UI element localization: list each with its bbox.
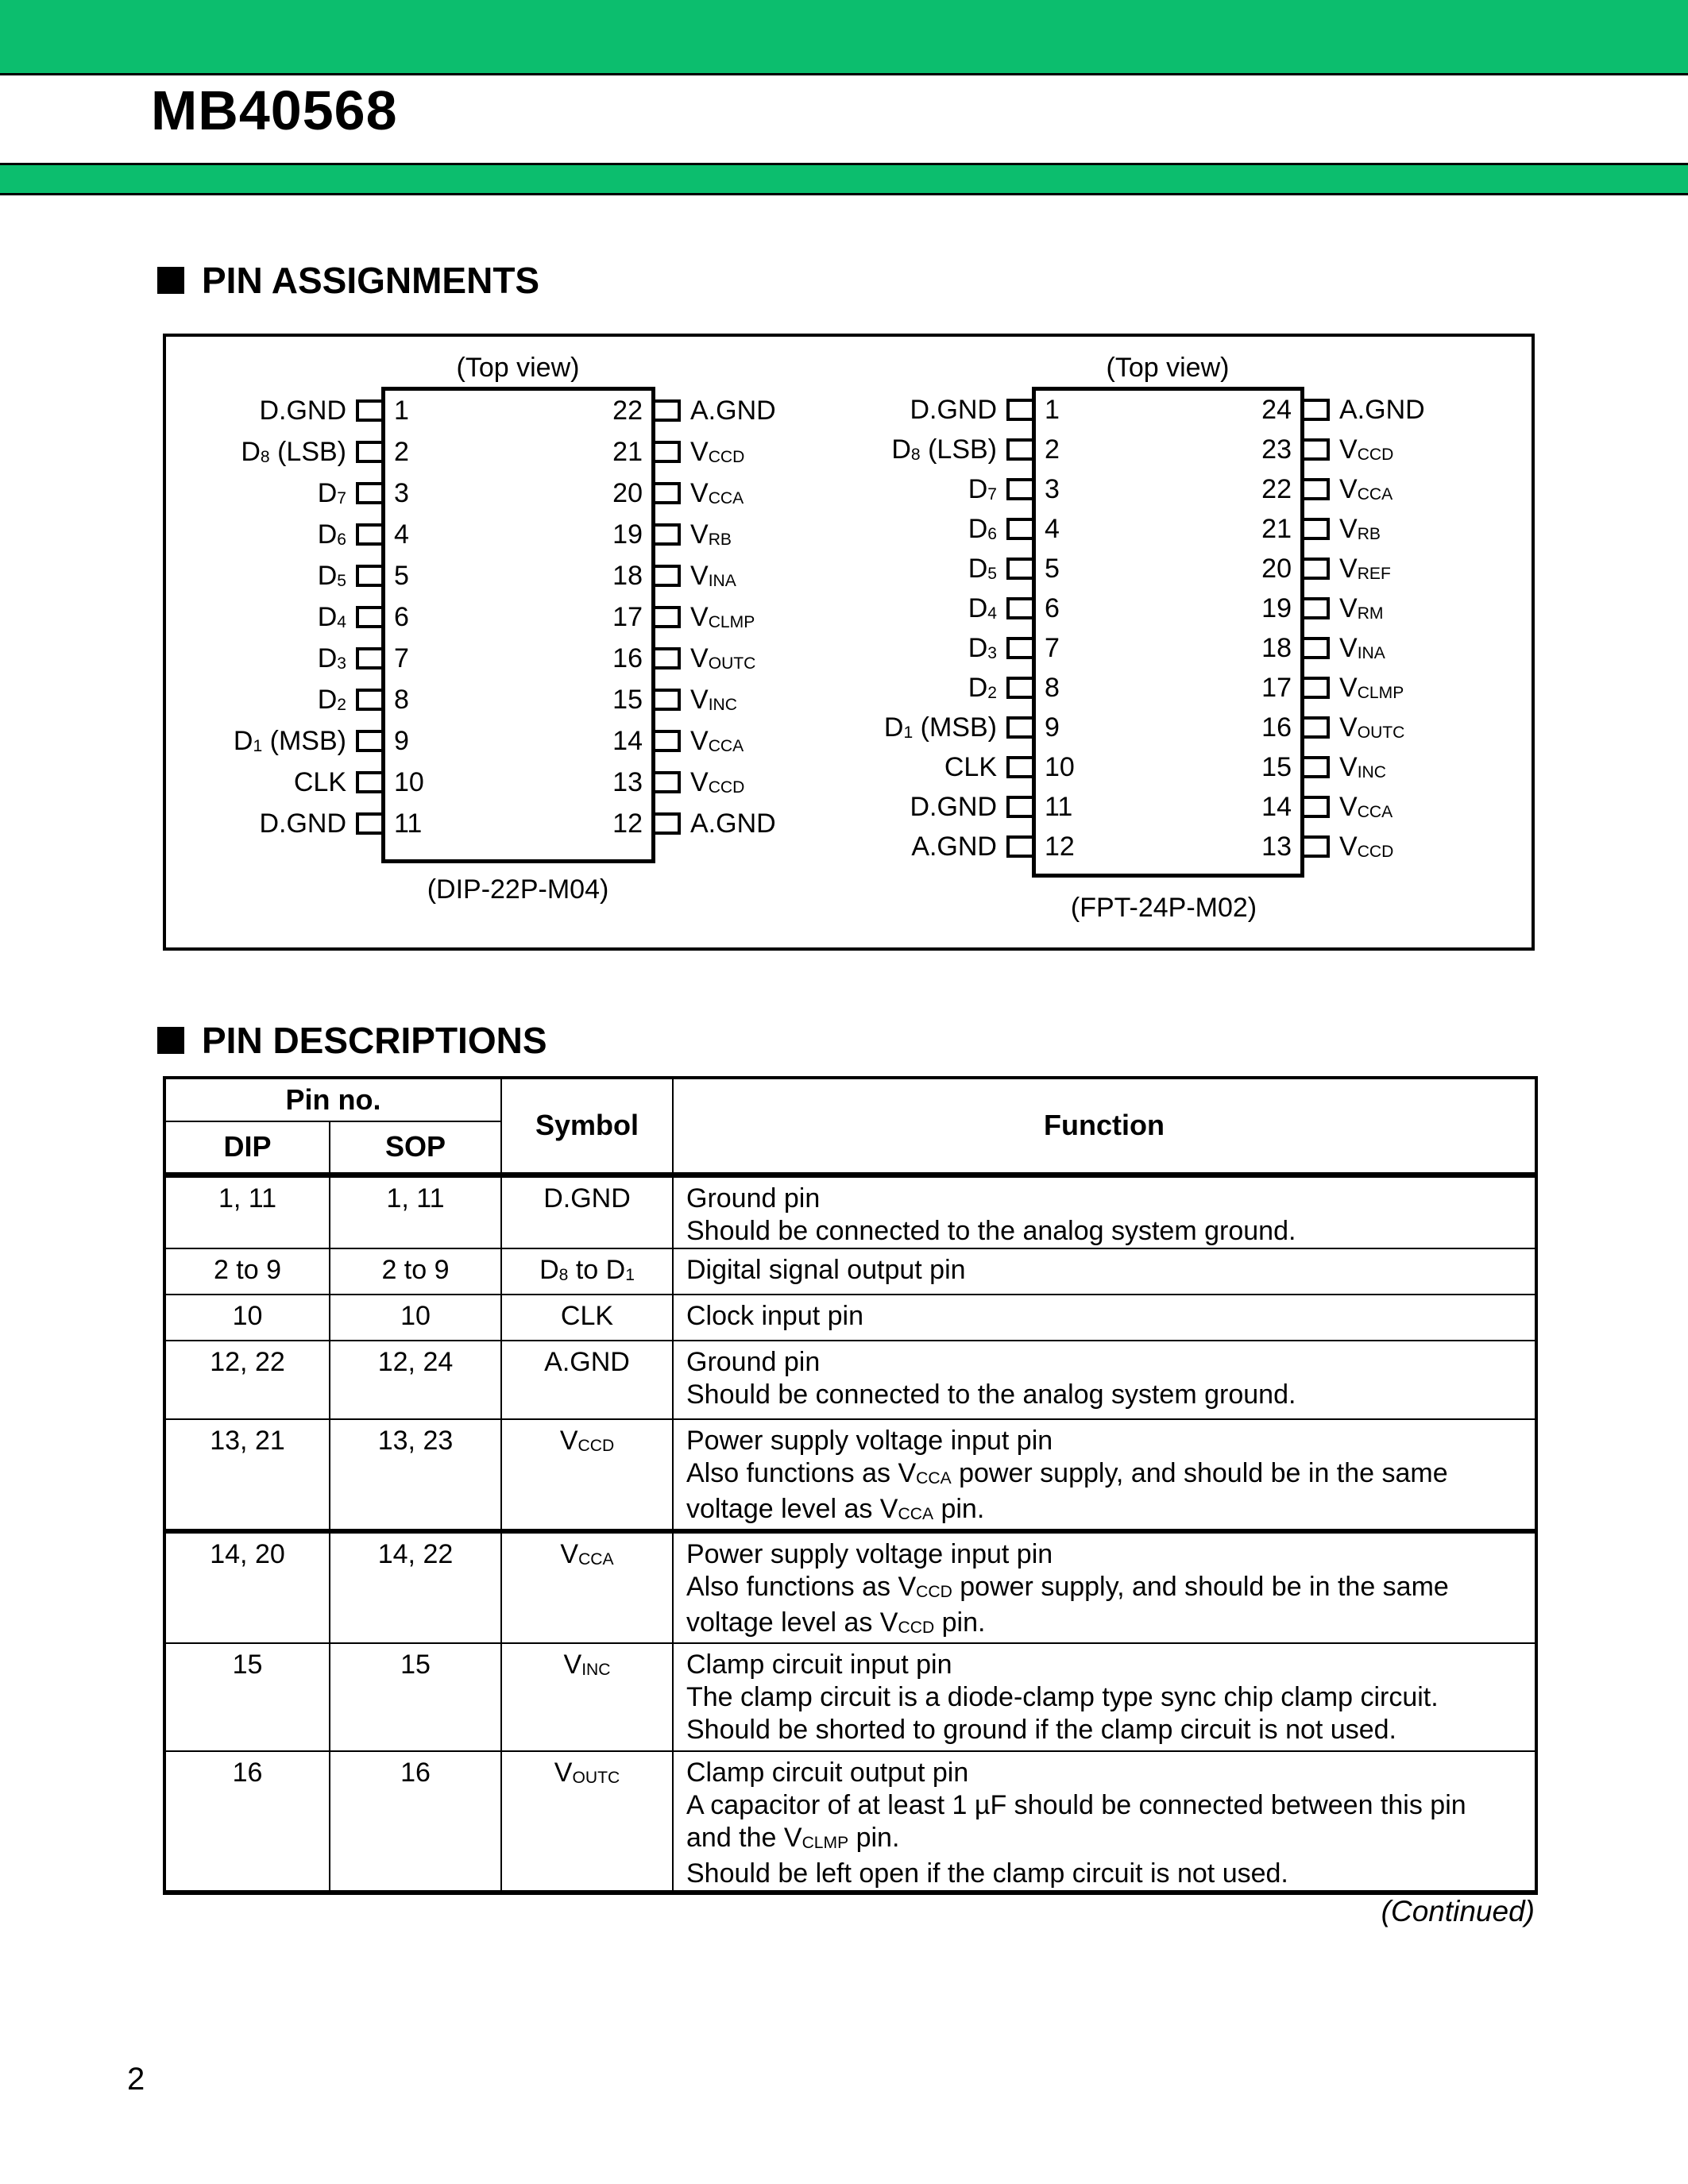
pin-label: $V_{CCD}$	[690, 767, 745, 797]
pin-pad-icon	[652, 399, 681, 422]
pin-number: 17	[612, 602, 643, 632]
pin-label: D.GND	[259, 396, 346, 426]
pin-pad-icon	[356, 606, 384, 628]
pin-label: $D_5$	[317, 561, 346, 591]
table-row	[164, 1419, 1536, 1531]
pin-number: 19	[612, 519, 643, 550]
cell-symbol: $V_{CCD}$	[501, 1419, 673, 1531]
pin-label: D.GND	[259, 808, 346, 839]
pin-label: $D_8$ (LSB)	[891, 434, 997, 465]
cell-symbol: A.GND	[501, 1341, 673, 1419]
cell-sop: 10	[330, 1295, 501, 1341]
pin-label: $V_{CLMP}$	[690, 602, 755, 632]
pin-table-body	[164, 1175, 1536, 1893]
pin-pad-icon	[1006, 518, 1035, 540]
function-line: A capacitor of at least 1 µF should be connected between this pin	[686, 1790, 1466, 1820]
pin-label: $V_{CCA}$	[1339, 792, 1393, 822]
cell-dip: 13, 21	[164, 1419, 330, 1531]
table-row	[164, 1295, 1536, 1341]
pin-number: 14	[612, 726, 643, 756]
pin-label: $V_{CCA}$	[690, 726, 744, 756]
function-line: Clamp circuit input pin	[686, 1650, 952, 1680]
pin-number: 23	[1261, 434, 1292, 465]
sub-green-bar	[0, 165, 1688, 193]
pin-label: $V_{OUTC}$	[1339, 712, 1405, 743]
pin-pad-icon	[1006, 835, 1035, 858]
pin-pad-icon	[1301, 558, 1330, 580]
continued-note: (Continued)	[1381, 1895, 1535, 1927]
pin-pad-icon	[1301, 399, 1330, 421]
pin-pad-icon	[356, 482, 384, 504]
function-line: Should be connected to the analog system ground.	[686, 1215, 1296, 1246]
pin-number: 14	[1261, 792, 1292, 822]
pin-number: 11	[1045, 792, 1073, 822]
pin-label: $V_{REF}$	[1339, 554, 1391, 584]
pin-number: 13	[612, 767, 643, 797]
function-line: Should be left open if the clamp circuit is not used.	[686, 1858, 1288, 1889]
pin-label: $V_{RB}$	[1339, 514, 1381, 544]
pin-number: 20	[1261, 554, 1292, 584]
pin-label: $D_7$	[317, 478, 346, 508]
table-row	[164, 1341, 1536, 1419]
pin-pad-icon	[652, 606, 681, 628]
pin-label: $D_5$	[968, 554, 997, 584]
dip-top-view-label: (Top view)	[456, 353, 580, 383]
pin-number: 5	[1045, 554, 1060, 584]
pin-label: $V_{CCA}$	[690, 478, 744, 508]
cell-function	[673, 1531, 1536, 1643]
pin-number: 15	[612, 685, 643, 715]
pin-pad-icon	[1301, 756, 1330, 778]
cell-dip: 2 to 9	[164, 1248, 330, 1295]
pin-pad-icon	[356, 689, 384, 711]
pin-label: $V_{CLMP}$	[1339, 673, 1404, 703]
pin-pad-icon	[1301, 796, 1330, 818]
pin-pad-icon	[356, 812, 384, 835]
pin-pad-icon	[1006, 478, 1035, 500]
pin-label: $D_1$ (MSB)	[883, 712, 997, 743]
pin-pad-icon	[652, 441, 681, 463]
pin-number: 18	[1261, 633, 1292, 663]
pin-pad-icon	[1006, 716, 1035, 739]
pin-number: 3	[394, 478, 409, 508]
pin-number: 24	[1261, 395, 1292, 425]
pin-number: 16	[1261, 712, 1292, 743]
pin-number: 9	[394, 726, 409, 756]
pin-pad-icon	[356, 523, 384, 546]
pin-pad-icon	[652, 812, 681, 835]
pin-label: $D_3$	[968, 633, 997, 663]
fpt-package-caption: (FPT-24P-M02)	[1070, 893, 1257, 923]
cell-function	[673, 1175, 1536, 1248]
pin-pad-icon	[356, 441, 384, 463]
cell-dip: 14, 20	[164, 1531, 330, 1643]
table-row	[164, 1643, 1536, 1751]
function-line: Also functions as $V_{CCD}$ power supply, and should be in the same	[686, 1572, 1449, 1602]
pin-pad-icon	[652, 730, 681, 752]
pin-pad-icon	[1301, 597, 1330, 619]
pin-number: 22	[1261, 474, 1292, 504]
function-line: Should be shorted to ground if the clamp circuit is not used.	[686, 1715, 1396, 1745]
column-header-symbol: Symbol	[501, 1078, 673, 1175]
cell-symbol: $D_8$ to $D_1$	[501, 1248, 673, 1295]
function-line: Ground pin	[686, 1183, 821, 1214]
function-line: Also functions as $V_{CCA}$ power supply, and should be in the same	[686, 1458, 1448, 1488]
pin-label: $D_2$	[317, 685, 346, 715]
pin-label: A.GND	[1339, 395, 1425, 425]
pin-label: $V_{INC}$	[1339, 752, 1386, 782]
pin-pad-icon	[1006, 796, 1035, 818]
pin-label: A.GND	[690, 808, 776, 839]
pin-number: 4	[1045, 514, 1060, 544]
function-line: Clock input pin	[686, 1301, 864, 1331]
pin-number: 6	[394, 602, 409, 632]
cell-sop: 1, 11	[330, 1175, 501, 1248]
pin-number: 12	[612, 808, 643, 839]
pin-number: 22	[612, 396, 643, 426]
pin-pad-icon	[1301, 637, 1330, 659]
cell-sop: 2 to 9	[330, 1248, 501, 1295]
pin-number: 2	[394, 437, 409, 467]
pin-pad-icon	[652, 523, 681, 546]
cell-symbol: $V_{CCA}$	[501, 1531, 673, 1643]
function-line: Should be connected to the analog system ground.	[686, 1379, 1296, 1410]
pin-number: 1	[1045, 395, 1060, 425]
pin-number: 2	[1045, 434, 1060, 465]
pin-descriptions-title: PIN DESCRIPTIONS	[202, 1020, 547, 1061]
cell-dip: 15	[164, 1643, 330, 1751]
function-line: voltage level as $V_{CCA}$ pin.	[686, 1494, 985, 1524]
function-line: The clamp circuit is a diode-clamp type sync chip clamp circuit.	[686, 1682, 1439, 1712]
pin-pad-icon	[356, 771, 384, 793]
pin-number: 19	[1261, 593, 1292, 623]
cell-dip: 12, 22	[164, 1341, 330, 1419]
cell-sop: 16	[330, 1751, 501, 1893]
column-header-pin-no: Pin no.	[164, 1078, 501, 1121]
cell-dip: 16	[164, 1751, 330, 1893]
pin-number: 12	[1045, 832, 1075, 862]
cell-function	[673, 1643, 1536, 1751]
section-bullet-icon	[157, 1027, 184, 1054]
pin-number: 20	[612, 478, 643, 508]
pin-number: 8	[394, 685, 409, 715]
function-line: voltage level as $V_{CCD}$ pin.	[686, 1607, 986, 1638]
pin-number: 6	[1045, 593, 1060, 623]
pin-pad-icon	[1301, 677, 1330, 699]
pin-number: 13	[1261, 832, 1292, 862]
pin-number: 10	[394, 767, 424, 797]
cell-sop: 12, 24	[330, 1341, 501, 1419]
pin-pad-icon	[1006, 399, 1035, 421]
pin-pad-icon	[1301, 518, 1330, 540]
pin-number: 8	[1045, 673, 1060, 703]
pin-pad-icon	[356, 730, 384, 752]
pin-number: 7	[394, 643, 409, 673]
pin-pad-icon	[1006, 438, 1035, 461]
pin-number: 21	[612, 437, 643, 467]
pin-assignments-title: PIN ASSIGNMENTS	[202, 260, 540, 301]
function-line: Power supply voltage input pin	[686, 1426, 1053, 1456]
pin-label: CLK	[293, 767, 346, 797]
cell-symbol: D.GND	[501, 1175, 673, 1248]
column-header-dip: DIP	[164, 1121, 330, 1175]
pin-label: $D_3$	[317, 643, 346, 673]
function-line: and the $V_{CLMP}$ pin.	[686, 1823, 900, 1853]
pin-pad-icon	[356, 647, 384, 669]
function-line: Clamp circuit output pin	[686, 1758, 969, 1788]
cell-sop: 15	[330, 1643, 501, 1751]
pin-label: $V_{CCD}$	[690, 437, 745, 467]
page-title: MB40568	[151, 79, 398, 141]
pin-number: 10	[1045, 752, 1075, 782]
pin-label: $V_{INA}$	[690, 561, 736, 591]
pin-pad-icon	[1301, 716, 1330, 739]
table-row	[164, 1751, 1536, 1893]
pin-label: $D_2$	[968, 673, 997, 703]
pin-label: $V_{INC}$	[690, 685, 737, 715]
column-header-sop: SOP	[330, 1121, 501, 1175]
pin-label: $D_4$	[968, 593, 997, 623]
function-line: Power supply voltage input pin	[686, 1539, 1053, 1569]
pin-number: 16	[612, 643, 643, 673]
cell-symbol: $V_{OUTC}$	[501, 1751, 673, 1893]
pin-pad-icon	[652, 689, 681, 711]
pin-pad-icon	[652, 565, 681, 587]
pin-label: $D_4$	[317, 602, 346, 632]
column-header-function: Function	[673, 1078, 1536, 1175]
pin-label: $V_{INA}$	[1339, 633, 1385, 663]
cell-symbol: $V_{INC}$	[501, 1643, 673, 1751]
table-row	[164, 1531, 1536, 1643]
pin-label: $V_{RM}$	[1339, 593, 1384, 623]
fpt-top-view-label: (Top view)	[1106, 353, 1230, 383]
cell-function	[673, 1248, 1536, 1295]
pin-label: $V_{RB}$	[690, 519, 732, 550]
cell-function	[673, 1419, 1536, 1531]
pin-number: 7	[1045, 633, 1060, 663]
section-bullet-icon	[157, 267, 184, 294]
pin-label: $V_{CCD}$	[1339, 832, 1394, 862]
pin-label: $D_6$	[968, 514, 997, 544]
cell-function	[673, 1751, 1536, 1893]
pin-number: 9	[1045, 712, 1060, 743]
pin-assignments-heading	[157, 259, 539, 302]
pin-pad-icon	[1006, 677, 1035, 699]
pin-label: $D_6$	[317, 519, 346, 550]
pin-label: $D_8$ (LSB)	[241, 437, 346, 467]
cell-dip: 10	[164, 1295, 330, 1341]
pin-pad-icon	[652, 482, 681, 504]
pin-pad-icon	[1301, 478, 1330, 500]
pin-label: D.GND	[910, 395, 997, 425]
pin-label: A.GND	[911, 832, 997, 862]
pin-pad-icon	[1301, 438, 1330, 461]
pin-number: 3	[1045, 474, 1060, 504]
pin-number: 11	[394, 808, 423, 839]
cell-function	[673, 1341, 1536, 1419]
table-row	[164, 1248, 1536, 1295]
pin-number: 15	[1261, 752, 1292, 782]
dip-package-caption: (DIP-22P-M04)	[427, 874, 609, 905]
pin-descriptions-heading	[157, 1019, 547, 1062]
pin-number: 5	[394, 561, 409, 591]
pin-number: 18	[612, 561, 643, 591]
pin-pad-icon	[1006, 597, 1035, 619]
pin-pad-icon	[652, 771, 681, 793]
pin-label: $V_{CCA}$	[1339, 474, 1393, 504]
pin-pad-icon	[652, 647, 681, 669]
pin-pad-icon	[1301, 835, 1330, 858]
pin-pad-icon	[356, 565, 384, 587]
pin-label: D.GND	[910, 792, 997, 822]
cell-sop: 14, 22	[330, 1531, 501, 1643]
cell-sop: 13, 23	[330, 1419, 501, 1531]
top-green-bar	[0, 0, 1688, 73]
cell-function	[673, 1295, 1536, 1341]
function-line: Ground pin	[686, 1347, 821, 1377]
pin-number: 17	[1261, 673, 1292, 703]
pin-pad-icon	[356, 399, 384, 422]
pin-number: 4	[394, 519, 409, 550]
top-rule	[0, 73, 1688, 75]
pin-label: $V_{CCD}$	[1339, 434, 1394, 465]
pin-label: $D_7$	[968, 474, 997, 504]
pin-pad-icon	[1006, 756, 1035, 778]
cell-symbol: CLK	[501, 1295, 673, 1341]
pin-pad-icon	[1006, 637, 1035, 659]
cell-dip: 1, 11	[164, 1175, 330, 1248]
pin-label: $D_1$ (MSB)	[233, 726, 346, 756]
function-line: Digital signal output pin	[686, 1255, 966, 1285]
pin-number: 1	[394, 396, 409, 426]
pin-descriptions-table	[163, 1076, 1538, 1895]
page-number: 2	[127, 2062, 145, 2097]
sub-rule	[0, 193, 1688, 195]
table-row	[164, 1175, 1536, 1248]
pin-pad-icon	[1006, 558, 1035, 580]
pin-label: A.GND	[690, 396, 776, 426]
pin-number: 21	[1261, 514, 1292, 544]
pin-label: $V_{OUTC}$	[690, 643, 756, 673]
pin-label: CLK	[944, 752, 997, 782]
